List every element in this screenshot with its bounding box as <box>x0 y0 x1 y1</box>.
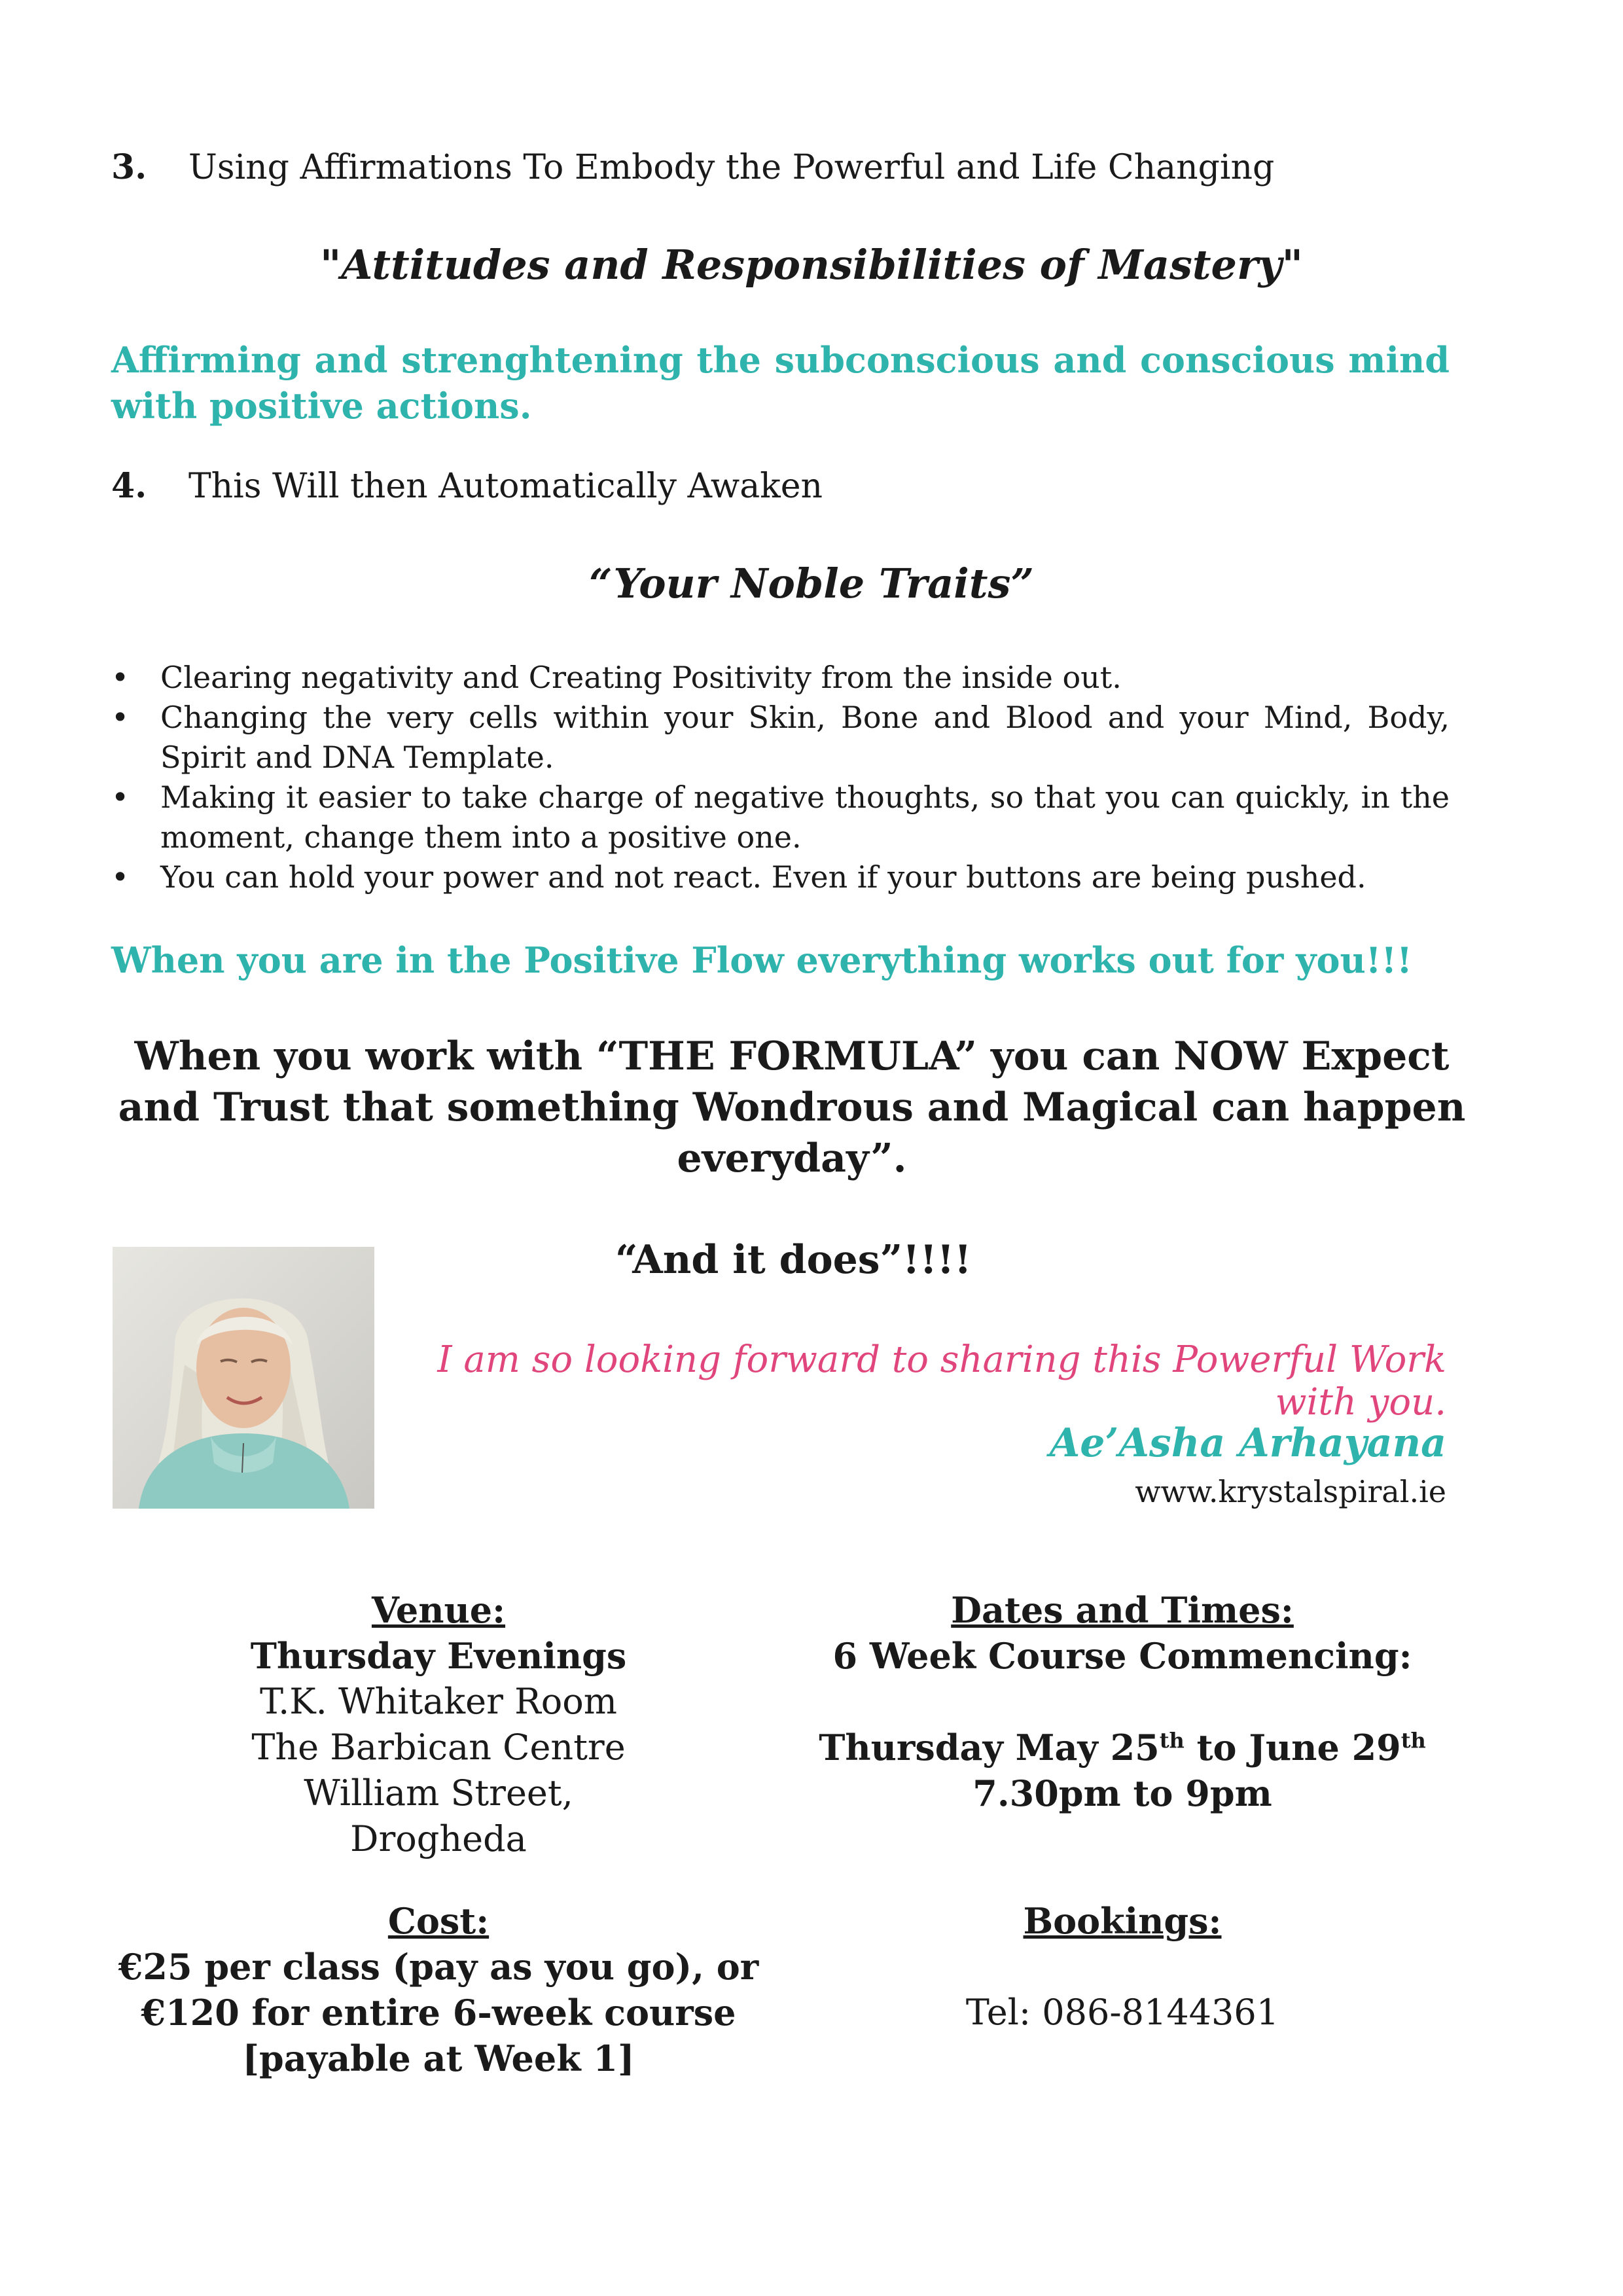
dates-heading: Dates and Times: <box>951 1589 1294 1631</box>
item-4 <box>111 466 823 506</box>
spacer <box>864 1944 1381 1990</box>
portrait-image <box>113 1247 374 1509</box>
cost-payment-note: [payable at Week 1] <box>242 2037 635 2079</box>
cost-block <box>111 1898 766 2081</box>
spacer <box>798 1679 1446 1725</box>
course-time: 7.30pm to 9pm <box>972 1772 1272 1814</box>
closing-message: I am so looking forward to sharing this Powerful Work with you. <box>437 1338 1446 1424</box>
item-3 <box>111 147 1274 187</box>
affirm-statement: Affirming and strenghtening the subconscious and conscious mind with positive actions. <box>111 339 1450 427</box>
formula-statement: When you work with “THE FORMULA” you can NOW Expect and Trust that something Wondrous and Magical can happen everyday”. <box>118 1033 1466 1181</box>
bookings-heading: Bookings: <box>1023 1900 1222 1942</box>
venue-room: T.K. Whitaker Room <box>260 1681 617 1722</box>
bookings-block <box>864 1898 1381 2036</box>
list-item: • You can hold your power and not react. Even if your buttons are being pushed. <box>111 857 1450 897</box>
venue-street: William Street, <box>304 1772 573 1814</box>
bullet-icon: • <box>111 859 130 895</box>
item-4-number: 4. <box>111 466 147 506</box>
venue-town: Drogheda <box>350 1818 527 1859</box>
author-name: Ae’Asha Arhayana <box>1049 1420 1446 1466</box>
traits-list <box>111 658 1450 897</box>
cost-heading: Cost: <box>387 1900 490 1942</box>
bullet-icon: • <box>111 780 130 815</box>
list-item: • Changing the very cells within your Skin, Bone and Blood and your Mind, Body, Spirit and DNA Template. <box>111 698 1450 778</box>
noble-traits-heading: “Your Noble Traits” <box>588 560 1035 607</box>
date-range: Thursday May 25th to June 29th <box>819 1727 1426 1768</box>
venue-heading: Venue: <box>371 1589 506 1631</box>
bullet-icon: • <box>111 700 130 735</box>
cost-per-class: €25 per class (pay as you go), or <box>118 1946 759 1988</box>
list-item: • Making it easier to take charge of negative thoughts, so that you can quickly, in the moment, change them into a positive one. <box>111 778 1450 857</box>
venue-block <box>177 1587 700 1862</box>
item-4-text: This Will then Automatically Awaken <box>188 467 823 506</box>
course-length: 6 Week Course Commencing: <box>832 1635 1412 1677</box>
website-link[interactable]: www.krystalspiral.ie <box>1135 1474 1446 1509</box>
bookings-phone[interactable]: Tel: 086-8144361 <box>965 1992 1279 2033</box>
item-3-text: Using Affirmations To Embody the Powerful and Life Changing <box>188 148 1275 187</box>
item-3-number: 3. <box>111 147 147 187</box>
venue-day: Thursday Evenings <box>250 1635 627 1677</box>
list-item: • Clearing negativity and Creating Positivity from the inside out. <box>111 658 1450 698</box>
positive-flow-statement: When you are in the Positive Flow everything works out for you!!! <box>111 939 1412 981</box>
dates-block <box>798 1587 1446 1816</box>
cost-full-course: €120 for entire 6-week course <box>141 1992 736 2034</box>
mastery-heading: "Attitudes and Responsibilities of Mastery" <box>320 241 1303 289</box>
bullet-icon: • <box>111 660 130 695</box>
author-photo <box>113 1247 374 1509</box>
it-does-statement: “And it does”!!!! <box>615 1237 972 1283</box>
venue-centre: The Barbican Centre <box>251 1727 626 1768</box>
